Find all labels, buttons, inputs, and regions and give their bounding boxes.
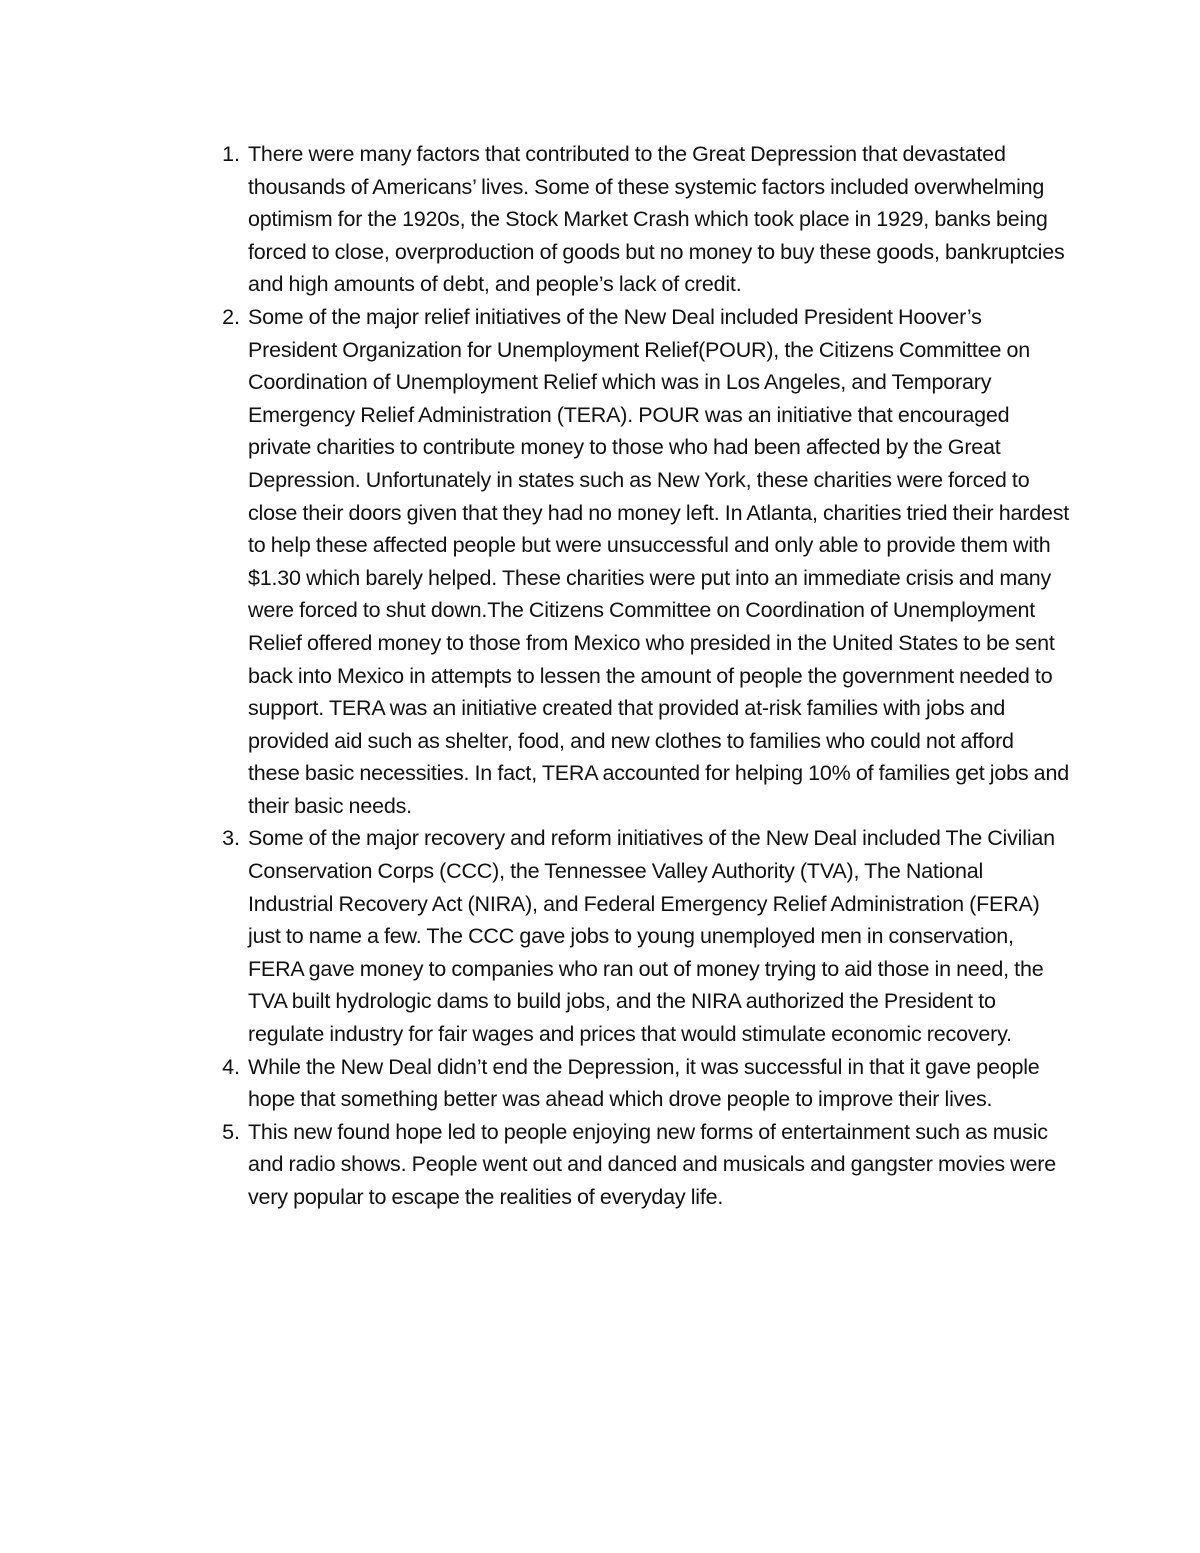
list-item-text: While the New Deal didn’t end the Depression, it was successful in that it gave people hope that something better was ahead which drove people to improve their lives. <box>248 1054 1040 1112</box>
list-item-text: There were many factors that contributed to the Great Depression that devastated thousands of Americans’ lives. Some of these systemic factors included overwhelming optimism for the 1920s, the Stock Market Crash which took place in 1929, banks being forced to close, overproduction of goods but no money to buy these goods, bankruptcies and high amounts of debt, and people’s lack of credit. <box>248 142 1065 297</box>
list-item <box>210 1051 1070 1116</box>
numbered-list <box>210 138 1070 1214</box>
list-item-number: 1. <box>222 142 240 166</box>
list-item-text: Some of the major recovery and reform initiatives of the New Deal included The Civilian Conservation Corps (CCC), the Tennessee Valley Authority (TVA), The National Industrial Recovery Act (NIRA), and Federal Emergency Relief Administration (FERA) just to name a few. The CCC gave jobs to young unemployed men in conservation, FERA gave money to companies who ran out of money trying to aid those in need, the TVA built hydrologic dams to build jobs, and the NIRA authorized the President to regulate industry for fair wages and prices that would stimulate economic recovery. <box>248 826 1055 1047</box>
list-item-number: 4. <box>222 1054 240 1079</box>
list-item-number: 2. <box>222 304 240 329</box>
list-item-text: Some of the major relief initiatives of the New Deal included President Hoover’s President Organization for Unemployment Relief(POUR), the Citizens Committee on Coordination of Unemployment Relief which was in Los Angeles, and Temporary Emergency Relief Administration (TERA). POUR was an initiative that encouraged private charities to contribute money to those who had been affected by the Great Depression. Unfortunately in states such as New York, these charities were forced to close their doors given that they had no money left. In Atlanta, charities tried their hardest to help these affected people but were unsuccessful and only able to provide them with $1.30 which barely helped. These charities were put into an immediate crisis and many were forced to shut down.The Citizens Committee on Coordination of Unemployment Relief offered money to those from Mexico who presided in the United States to be sent back into Mexico in attempts to lessen the amount of people the government needed to support. TERA was an initiative created that provided at-risk families with jobs and provided aid such as shelter, food, and new clothes to families who could not afford these basic necessities. In fact, TERA accounted for helping 10% of families get jobs and their basic needs. <box>248 304 1070 818</box>
list-item <box>210 301 1070 823</box>
list-item-number: 3. <box>222 826 240 851</box>
list-item <box>210 1116 1070 1214</box>
list-item <box>210 822 1070 1050</box>
list-item <box>210 138 1070 301</box>
list-item-number: 5. <box>222 1119 240 1144</box>
list-item-text: This new found hope led to people enjoying new forms of entertainment such as music and radio shows. People went out and danced and musicals and gangster movies were very popular to escape the realities of everyday life. <box>248 1119 1056 1209</box>
